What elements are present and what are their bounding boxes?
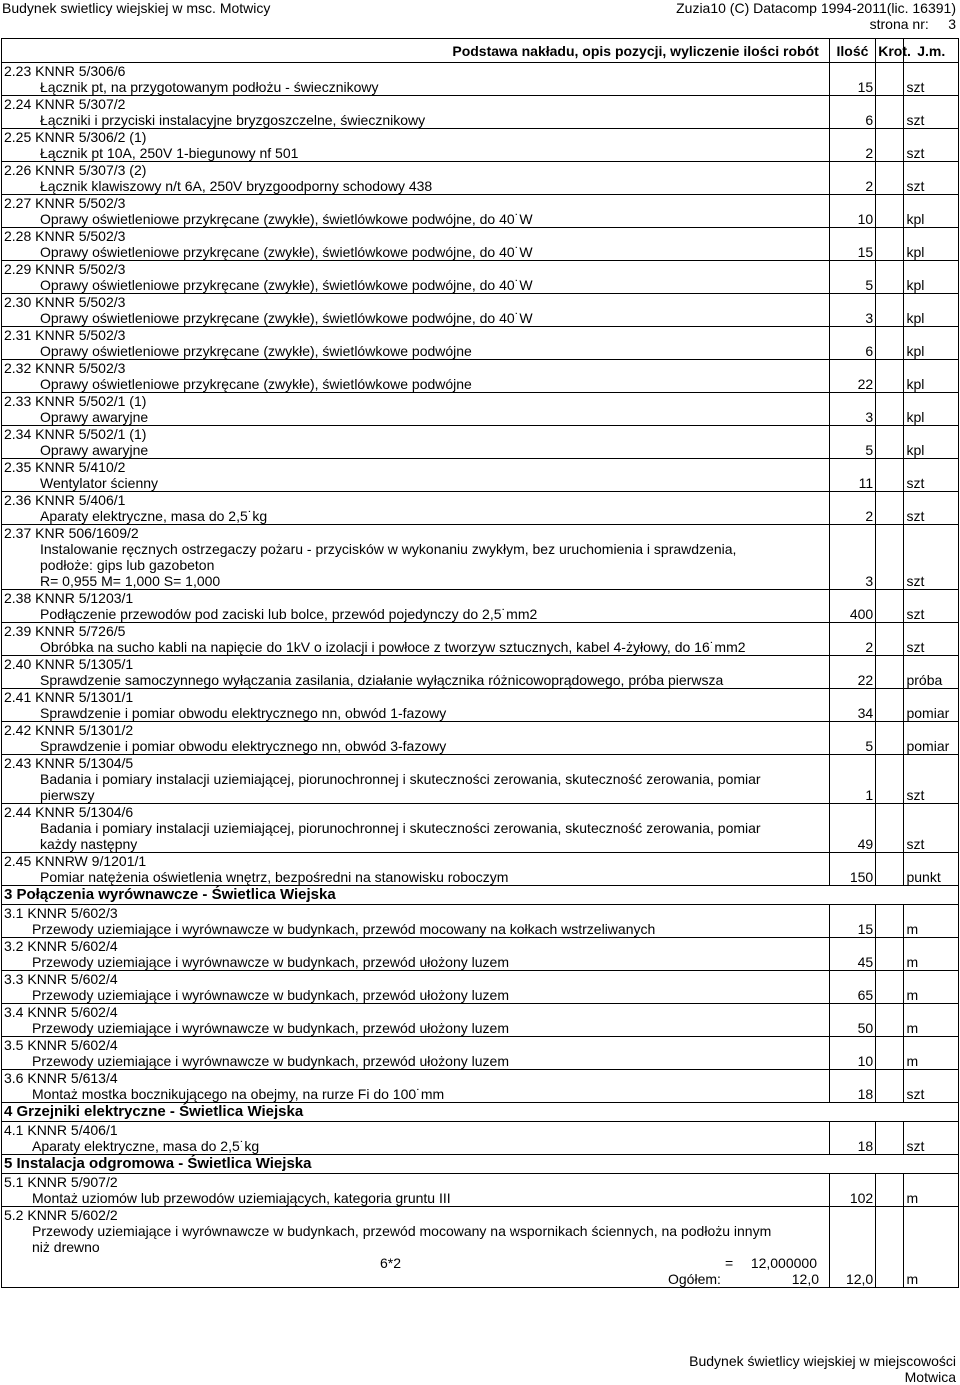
item-unit: kpl (904, 327, 959, 360)
item-unit: punkt (904, 853, 959, 886)
group-header-row (2, 1155, 959, 1174)
item-krot (876, 459, 904, 492)
table-row (2, 195, 959, 228)
item-description: R= 0,955 M= 1,000 S= 1,000 (40, 573, 221, 589)
item-reference: 2.43 KNNR 5/1304/5 (4, 755, 134, 771)
item-unit: szt (904, 755, 959, 804)
item-reference: 2.31 KNNR 5/502/3 (4, 327, 126, 343)
table-row (2, 492, 959, 525)
header-desc: Podstawa nakładu, opis pozycji, wyliczenie ilości robót (2, 39, 830, 63)
table-row (2, 656, 959, 689)
item-description: każdy następny (40, 836, 138, 852)
item-reference: 2.32 KNNR 5/502/3 (4, 360, 126, 376)
item-unit: m (904, 905, 959, 938)
item-reference: 5.2 KNNR 5/602/2 (4, 1207, 118, 1223)
item-quantity: 3 (829, 525, 875, 590)
item-krot (876, 623, 904, 656)
item-quantity: 102 (829, 1174, 875, 1207)
item-description-cell (2, 492, 830, 525)
table-row (2, 228, 959, 261)
item-unit: szt (904, 590, 959, 623)
item-description-cell (2, 722, 830, 755)
item-description: Oprawy oświetleniowe przykręcane (zwykłe), świetlówkowe podwójne, do 40˙W (40, 244, 533, 260)
item-quantity: 3 (829, 393, 875, 426)
item-quantity: 10 (829, 195, 875, 228)
item-reference: 2.25 KNNR 5/306/2 (1) (4, 129, 147, 145)
table-body (2, 63, 959, 1288)
item-description: Pomiar natężenia oświetlenia wnętrz, bezpośredni na stanowisku roboczym (40, 869, 509, 885)
item-quantity: 1 (829, 755, 875, 804)
item-description: Wentylator ścienny (40, 475, 159, 491)
item-krot (876, 905, 904, 938)
item-unit: szt (904, 162, 959, 195)
item-description: niż drewno (32, 1239, 100, 1255)
item-description-cell (2, 195, 830, 228)
item-quantity: 5 (829, 722, 875, 755)
item-krot (876, 1070, 904, 1103)
item-description: Obróbka na sucho kabli na napięcie do 1kV o izolacji i powłoce z tworzyw sztucznych, kabel 4-żyłowy, do 16˙mm2 (40, 639, 746, 655)
calc-equals: = (725, 1255, 734, 1271)
item-krot (876, 1004, 904, 1037)
item-description: Montaż mostka bocznikującego na obejmy, na rurze Fi do 100˙mm (32, 1086, 445, 1102)
item-quantity: 3 (829, 294, 875, 327)
item-krot (876, 96, 904, 129)
item-description-cell (2, 96, 830, 129)
item-krot (876, 393, 904, 426)
item-unit: m (904, 1004, 959, 1037)
item-krot (876, 1174, 904, 1207)
item-description: Przewody uziemiające i wyrównawcze w budynkach, przewód mocowany na kołkach wstrzeliwanych (32, 921, 656, 937)
item-reference: 2.27 KNNR 5/502/3 (4, 195, 126, 211)
table-row (2, 426, 959, 459)
item-description-cell (2, 938, 830, 971)
item-unit: m (904, 1207, 959, 1288)
item-quantity: 22 (829, 656, 875, 689)
item-reference: 2.40 KNNR 5/1305/1 (4, 656, 134, 672)
item-krot (876, 129, 904, 162)
item-quantity: 18 (829, 1070, 875, 1103)
item-krot (876, 360, 904, 393)
item-reference: 2.38 KNNR 5/1203/1 (4, 590, 134, 606)
item-unit: szt (904, 525, 959, 590)
item-quantity: 50 (829, 1004, 875, 1037)
item-krot (876, 804, 904, 853)
item-description-cell (2, 623, 830, 656)
item-krot (876, 689, 904, 722)
item-unit: kpl (904, 360, 959, 393)
item-description: Podłączenie przewodów pod zaciski lub bolce, przewód pojedynczy do 2,5˙mm2 (40, 606, 538, 622)
group-header-row (2, 1103, 959, 1122)
item-krot (876, 63, 904, 96)
software-info: Zuzia10 (C) Datacomp 1994-2011(lic. 16391) (676, 0, 956, 16)
item-reference: 3.5 KNNR 5/602/4 (4, 1037, 118, 1053)
table-row (2, 971, 959, 1004)
item-krot (876, 525, 904, 590)
item-description: Przewody uziemiające i wyrównawcze w budynkach, przewód ułożony luzem (32, 954, 509, 970)
item-description-cell (2, 1122, 830, 1155)
cost-table (1, 38, 959, 1288)
table-row (2, 63, 959, 96)
item-quantity: 6 (829, 327, 875, 360)
item-description: Przewody uziemiające i wyrównawcze w budynkach, przewód ułożony luzem (32, 1020, 509, 1036)
item-description-cell (2, 360, 830, 393)
page-footer (689, 1353, 956, 1385)
item-reference: 2.44 KNNR 5/1304/6 (4, 804, 134, 820)
item-description-cell (2, 971, 830, 1004)
item-description-cell (2, 129, 830, 162)
item-unit: kpl (904, 228, 959, 261)
item-krot (876, 261, 904, 294)
item-quantity: 45 (829, 938, 875, 971)
table-row (2, 1070, 959, 1103)
item-unit: szt (904, 1070, 959, 1103)
table-row (2, 327, 959, 360)
item-reference: 2.30 KNNR 5/502/3 (4, 294, 126, 310)
item-reference: 3.6 KNNR 5/613/4 (4, 1070, 118, 1086)
item-krot (876, 853, 904, 886)
item-reference: 2.28 KNNR 5/502/3 (4, 228, 126, 244)
item-description: Badania i pomiary instalacji uziemiającej, piorunochronnej i skuteczności zerowania, skuteczność zerowania, pomiar (40, 771, 761, 787)
item-description: Sprawdzenie samoczynnego wyłączania zasilania, działanie wyłącznika różnicowoprądowego, próba pierwsza (40, 672, 724, 688)
item-unit: kpl (904, 195, 959, 228)
item-krot (876, 327, 904, 360)
item-unit: kpl (904, 426, 959, 459)
item-quantity: 5 (829, 426, 875, 459)
item-description-cell (2, 1004, 830, 1037)
item-description: Sprawdzenie i pomiar obwodu elektrycznego nn, obwód 3-fazowy (40, 738, 447, 754)
item-krot (876, 1037, 904, 1070)
item-reference: 2.35 KNNR 5/410/2 (4, 459, 126, 475)
item-quantity: 5 (829, 261, 875, 294)
item-unit: szt (904, 623, 959, 656)
item-description-cell (2, 656, 830, 689)
item-unit: szt (904, 96, 959, 129)
item-unit: pomiar (904, 722, 959, 755)
item-description-cell (2, 162, 830, 195)
item-quantity: 15 (829, 905, 875, 938)
item-description-cell (2, 327, 830, 360)
item-unit: m (904, 938, 959, 971)
item-reference: 3.1 KNNR 5/602/3 (4, 905, 118, 921)
item-reference: 2.34 KNNR 5/502/1 (1) (4, 426, 147, 442)
table-row (2, 261, 959, 294)
group-title: 5 Instalacja odgromowa - Świetlica Wiejska (2, 1155, 959, 1174)
item-reference: 3.3 KNNR 5/602/4 (4, 971, 118, 987)
item-unit: szt (904, 1122, 959, 1155)
item-description-cell (2, 853, 830, 886)
item-unit: szt (904, 129, 959, 162)
item-reference: 3.2 KNNR 5/602/4 (4, 938, 118, 954)
item-description-cell (2, 905, 830, 938)
item-quantity: 18 (829, 1122, 875, 1155)
table-row (2, 162, 959, 195)
item-description: Łącznik klawiszowy n/t 6A, 250V bryzgoodporny schodowy 438 (40, 178, 433, 194)
table-row (2, 853, 959, 886)
item-quantity: 2 (829, 623, 875, 656)
header-jm: J.m. (904, 39, 959, 63)
document-title: Budynek swietlicy wiejskiej w msc. Motwicy (2, 0, 271, 16)
item-quantity: 15 (829, 63, 875, 96)
item-quantity: 11 (829, 459, 875, 492)
item-quantity: 150 (829, 853, 875, 886)
table-row (2, 689, 959, 722)
item-description-cell (2, 294, 830, 327)
item-description: Badania i pomiary instalacji uziemiającej, piorunochronnej i skuteczności zerowania, skuteczność zerowania, pomiar (40, 820, 761, 836)
item-krot (876, 1122, 904, 1155)
item-description: Aparaty elektryczne, masa do 2,5˙kg (32, 1138, 260, 1154)
table-row (2, 623, 959, 656)
total-label: Ogółem: (668, 1271, 721, 1287)
table-row (2, 938, 959, 971)
item-description-cell (2, 590, 830, 623)
item-reference: 2.33 KNNR 5/502/1 (1) (4, 393, 147, 409)
table-row (2, 360, 959, 393)
item-quantity: 2 (829, 492, 875, 525)
item-description: podłoże: gips lub gazobeton (40, 557, 215, 573)
item-quantity: 2 (829, 162, 875, 195)
item-unit: m (904, 1174, 959, 1207)
item-reference: 2.41 KNNR 5/1301/1 (4, 689, 134, 705)
item-krot (876, 971, 904, 1004)
item-krot (876, 195, 904, 228)
item-description: Aparaty elektryczne, masa do 2,5˙kg (40, 508, 268, 524)
item-description: pierwszy (40, 787, 95, 803)
item-krot (876, 426, 904, 459)
item-quantity: 10 (829, 1037, 875, 1070)
item-description-cell (2, 804, 830, 853)
total-line (4, 1271, 827, 1287)
item-reference: 2.36 KNNR 5/406/1 (4, 492, 126, 508)
item-krot (876, 656, 904, 689)
page-number: 3 (948, 16, 956, 32)
group-header-row (2, 886, 959, 905)
table-row (2, 722, 959, 755)
item-description: Przewody uziemiające i wyrównawcze w budynkach, przewód mocowany na wspornikach ściennych, na podłożu innym (32, 1223, 772, 1239)
table-row (2, 590, 959, 623)
item-unit: szt (904, 804, 959, 853)
footer-line-2: Motwica (904, 1369, 956, 1385)
item-quantity: 400 (829, 590, 875, 623)
item-quantity: 6 (829, 96, 875, 129)
item-unit: m (904, 1037, 959, 1070)
item-unit: szt (904, 63, 959, 96)
item-description: Łącznik pt, na przygotowanym podłożu - świecznikowy (40, 79, 379, 95)
item-unit: m (904, 971, 959, 1004)
item-krot (876, 938, 904, 971)
item-description: Oprawy oświetleniowe przykręcane (zwykłe), świetlówkowe podwójne, do 40˙W (40, 211, 533, 227)
item-description: Oprawy awaryjne (40, 409, 149, 425)
item-unit: kpl (904, 294, 959, 327)
table-row (2, 525, 959, 590)
item-description: Łącznik pt 10A, 250V 1-biegunowy nf 501 (40, 145, 299, 161)
calc-expression: 6*2 (380, 1255, 402, 1271)
group-title: 3 Połączenia wyrównawcze - Świetlica Wiejska (2, 886, 959, 905)
item-reference: 5.1 KNNR 5/907/2 (4, 1174, 118, 1190)
header-qty: Ilość (829, 39, 875, 63)
item-unit: szt (904, 492, 959, 525)
item-quantity: 65 (829, 971, 875, 1004)
item-krot (876, 228, 904, 261)
header-krot: Krot. (876, 39, 904, 63)
item-description-cell (2, 755, 830, 804)
item-reference: 2.45 KNNRW 9/1201/1 (4, 853, 147, 869)
item-krot (876, 294, 904, 327)
total-value: 12,0 (791, 1271, 819, 1287)
item-description: Przewody uziemiające i wyrównawcze w budynkach, przewód ułożony luzem (32, 1053, 509, 1069)
table-row (2, 905, 959, 938)
item-krot (876, 162, 904, 195)
item-reference: 2.26 KNNR 5/307/3 (2) (4, 162, 147, 178)
group-title: 4 Grzejniki elektryczne - Świetlica Wiejska (2, 1103, 959, 1122)
item-quantity: 34 (829, 689, 875, 722)
item-unit: pomiar (904, 689, 959, 722)
table-row (2, 1122, 959, 1155)
item-reference: 2.23 KNNR 5/306/6 (4, 63, 126, 79)
item-description-cell (2, 393, 830, 426)
item-description: Łączniki i przyciski instalacyjne bryzgoszczelne, świecznikowy (40, 112, 426, 128)
item-description: Przewody uziemiające i wyrównawcze w budynkach, przewód ułożony luzem (32, 987, 509, 1003)
item-reference: 4.1 KNNR 5/406/1 (4, 1122, 118, 1138)
item-krot (876, 755, 904, 804)
calc-result: 12,000000 (750, 1255, 817, 1271)
calculation-line (4, 1255, 827, 1271)
item-unit: szt (904, 459, 959, 492)
page-label: strona nr: (869, 16, 929, 32)
item-description-cell (2, 459, 830, 492)
footer-line-1: Budynek świetlicy wiejskiej w miejscowości (689, 1353, 956, 1369)
item-reference: 3.4 KNNR 5/602/4 (4, 1004, 118, 1020)
item-quantity: 22 (829, 360, 875, 393)
item-unit: kpl (904, 261, 959, 294)
table-row (2, 96, 959, 129)
item-description-cell (2, 63, 830, 96)
item-description: Oprawy oświetleniowe przykręcane (zwykłe), świetlówkowe podwójne (40, 343, 472, 359)
item-quantity: 49 (829, 804, 875, 853)
item-description: Oprawy oświetleniowe przykręcane (zwykłe), świetlówkowe podwójne, do 40˙W (40, 310, 533, 326)
table-row (2, 294, 959, 327)
table-row-with-calculation (2, 1207, 959, 1288)
item-unit: kpl (904, 393, 959, 426)
item-reference: 2.39 KNNR 5/726/5 (4, 623, 126, 639)
item-description-cell (2, 1070, 830, 1103)
item-description: Oprawy awaryjne (40, 442, 149, 458)
item-krot (876, 722, 904, 755)
table-row (2, 129, 959, 162)
table-row (2, 804, 959, 853)
item-reference: 2.37 KNR 506/1609/2 (4, 525, 139, 541)
item-unit: próba (904, 656, 959, 689)
item-description-cell (2, 426, 830, 459)
item-reference: 2.42 KNNR 5/1301/2 (4, 722, 134, 738)
table-header-row (2, 39, 959, 63)
item-reference: 2.29 KNNR 5/502/3 (4, 261, 126, 277)
item-description: Montaż uziomów lub przewodów uziemiających, kategoria gruntu III (32, 1190, 451, 1206)
item-krot (876, 1207, 904, 1288)
table-row (2, 1037, 959, 1070)
item-quantity: 15 (829, 228, 875, 261)
item-description: Oprawy oświetleniowe przykręcane (zwykłe), świetlówkowe podwójne, do 40˙W (40, 277, 533, 293)
item-reference: 2.24 KNNR 5/307/2 (4, 96, 126, 112)
item-krot (876, 590, 904, 623)
table-row (2, 393, 959, 426)
page-indicator (870, 16, 956, 32)
item-quantity: 12,0 (829, 1207, 875, 1288)
item-description-cell (2, 689, 830, 722)
table-row (2, 459, 959, 492)
item-description-cell (2, 1207, 830, 1288)
table-row (2, 1174, 959, 1207)
item-description-cell (2, 261, 830, 294)
item-description-cell (2, 1037, 830, 1070)
table-row (2, 1004, 959, 1037)
item-description-cell (2, 525, 830, 590)
item-description-cell (2, 228, 830, 261)
item-quantity: 2 (829, 129, 875, 162)
item-krot (876, 492, 904, 525)
item-description: Oprawy oświetleniowe przykręcane (zwykłe), świetlówkowe podwójne (40, 376, 472, 392)
item-description: Sprawdzenie i pomiar obwodu elektrycznego nn, obwód 1-fazowy (40, 705, 447, 721)
table-row (2, 755, 959, 804)
item-description-cell (2, 1174, 830, 1207)
item-description: Instalowanie ręcznych ostrzegaczy pożaru - przycisków w wykonaniu zwykłym, bez uruchomienia i sprawdzenia, (40, 541, 737, 557)
